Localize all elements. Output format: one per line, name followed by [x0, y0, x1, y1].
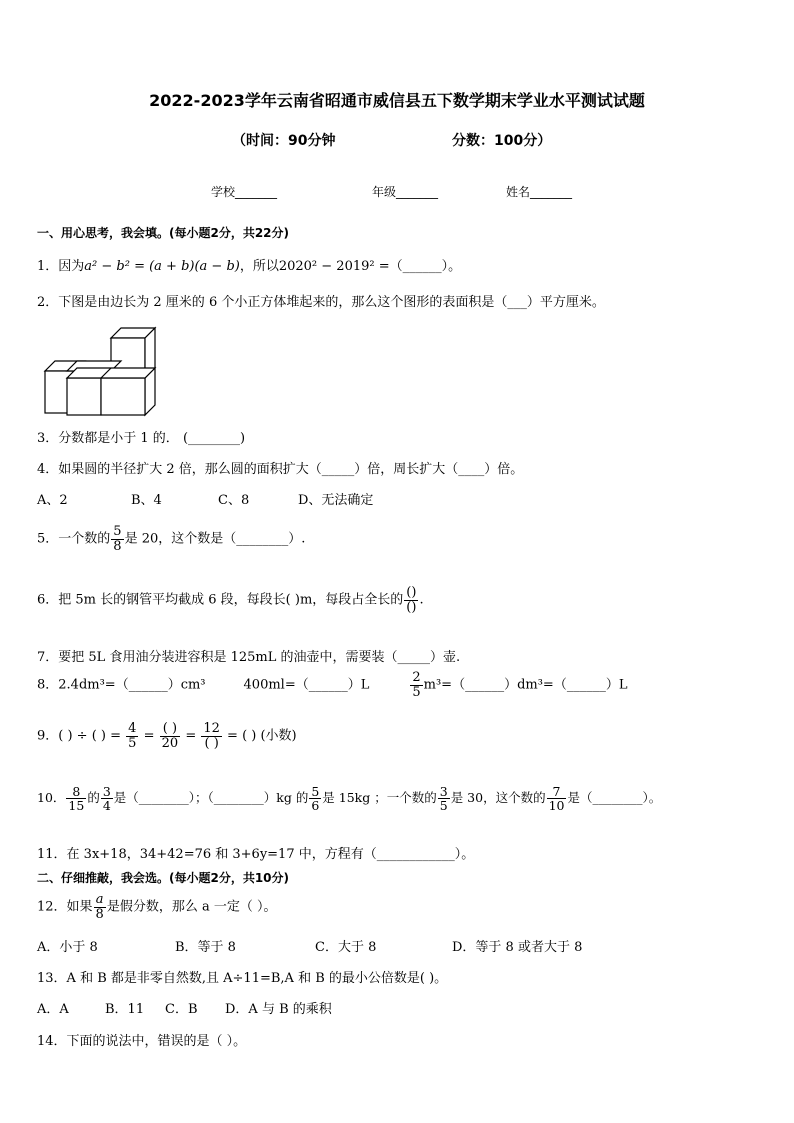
school-field[interactable]: 学校_______ — [211, 185, 278, 199]
page-title: 2022-2023学年云南省昭通市威信县五下数学期末学业水平测试试题 — [149, 91, 645, 110]
q13-option-b[interactable]: B．11 — [105, 1002, 145, 1017]
q10-fraction-a — [66, 785, 86, 812]
question-14: 14．下面的说法中，错误的是（ ）。 — [37, 1034, 247, 1049]
q12-fraction — [94, 893, 106, 921]
q13-option-a[interactable]: A．A — [37, 1002, 69, 1017]
question-13: 13．A 和 B 都是非零自然数,且 A÷11=B,A 和 B 的最小公倍数是( )。 — [37, 971, 448, 986]
q9-fraction-3 — [201, 722, 222, 750]
q10-d-den: 5 — [439, 798, 448, 814]
q10-e-num: 7 — [547, 785, 567, 799]
q10-text-3: 是 15kg ；一个数的 — [322, 790, 437, 806]
question-2: 2．下图是由边长为 2 厘米的 6 个小正方体堆起来的，那么这个图形的表面积是（___）平方厘米。 — [37, 295, 605, 310]
question-8 — [37, 671, 627, 699]
q10-fraction-c — [309, 785, 321, 812]
q10-prefix: 10． — [37, 790, 66, 806]
q10-b-num: 3 — [102, 784, 111, 799]
question-10 — [37, 785, 661, 812]
q5-suffix: 是 20，这个数是（________）. — [124, 531, 306, 547]
question-4: 4．如果圆的半径扩大 2 倍，那么圆的面积扩大（_____）倍，周长扩大（____）倍。 — [37, 462, 524, 477]
cube-front-right — [101, 378, 145, 415]
q9-equals-1: = — [143, 728, 155, 744]
q8-part2: 400ml=（______）L — [243, 677, 370, 693]
q1-middle: ，所以2020² − 2019² =（______）。 — [239, 259, 462, 274]
q10-b-den: 4 — [102, 798, 111, 814]
q10-fraction-d — [438, 785, 450, 812]
q12-suffix: 是假分数，那么 a 一定（ ）。 — [106, 899, 277, 915]
q5-num: 5 — [113, 524, 122, 539]
q10-fraction-e — [547, 785, 567, 812]
q9-fraction-2 — [160, 722, 181, 750]
q12-option-c[interactable]: C．大于 8 — [315, 940, 377, 955]
q1-prefix: 1．因为 — [37, 259, 85, 274]
question-12 — [37, 893, 276, 921]
question-6 — [37, 586, 424, 614]
question-9 — [37, 722, 297, 750]
q8-den: 5 — [412, 684, 421, 700]
question-3: 3．分数都是小于 1 的． (________) — [37, 431, 246, 446]
q8-part3: m³=（______）dm³=（______）L — [423, 677, 628, 693]
q10-a-den: 15 — [68, 798, 85, 814]
section-1-heading: 一、用心思考，我会填。(每小题2分，共22分) — [37, 226, 290, 240]
q5-prefix: 5．一个数的 — [37, 531, 111, 547]
q4-option-d[interactable]: D、无法确定 — [298, 493, 374, 508]
q9-f3-den: ( ) — [204, 735, 219, 751]
question-7: 7．要把 5L 食用油分装进容积是 125mL 的油壶中，需要装（_____）壶. — [37, 650, 461, 665]
q9-f3-num: 12 — [203, 721, 220, 736]
q8-part1: 8．2.4dm³=（______）cm³ — [37, 677, 206, 693]
cube-stack-figure — [41, 323, 161, 418]
q10-c-den: 6 — [311, 798, 320, 814]
q13-option-d[interactable]: D．A 与 B 的乘积 — [225, 1002, 332, 1017]
q10-e-den: 10 — [548, 798, 565, 814]
q12-den: 8 — [95, 906, 104, 922]
q10-d-num: 3 — [439, 784, 448, 799]
q9-f1-den: 5 — [128, 735, 137, 751]
q12-option-d[interactable]: D．等于 8 或者大于 8 — [452, 940, 583, 955]
q10-c-num: 5 — [311, 784, 320, 799]
q1-formula: a² − b² = (a + b)(a − b) — [84, 259, 240, 274]
exam-score: 分数：100分） — [452, 133, 552, 149]
q12-prefix: 12．如果 — [37, 899, 93, 915]
q10-text-1: 的 — [87, 790, 100, 806]
q10-fraction-b — [101, 785, 113, 812]
q6-prefix: 6．把 5m 长的钢管平均截成 6 段，每段长( )m，每段占全长的 — [37, 592, 404, 608]
q9-fraction-1 — [126, 722, 138, 750]
q10-a-num: 8 — [66, 785, 86, 799]
question-1 — [37, 255, 461, 274]
q12-num: a — [94, 893, 106, 908]
q4-option-a[interactable]: A、2 — [37, 493, 68, 508]
q10-text-5: 是（________）。 — [567, 790, 662, 806]
section-2-heading: 二、仔细推敲，我会选。(每小题2分，共10分) — [37, 871, 290, 885]
q5-fraction — [111, 525, 123, 553]
q10-text-4: 是 30，这个数的 — [450, 790, 546, 806]
q8-fraction — [410, 671, 422, 699]
q6-num: () — [406, 585, 417, 600]
name-field[interactable]: 姓名_______ — [506, 185, 573, 199]
cube-front-row-top — [67, 368, 155, 378]
question-5 — [37, 525, 305, 553]
q9-equals-2: = — [185, 728, 197, 744]
q9-prefix: 9．( ) ÷ ( ) = — [37, 728, 122, 744]
question-11: 11．在 3x+18，34+42=76 和 3+6y=17 中，方程有（____________）。 — [37, 847, 475, 862]
q12-option-a[interactable]: A．小于 8 — [37, 940, 98, 955]
q9-f2-den: 20 — [161, 735, 179, 751]
grade-field[interactable]: 年级_______ — [372, 185, 439, 199]
q13-option-c[interactable]: C．B — [165, 1002, 198, 1017]
q4-option-c[interactable]: C、8 — [218, 493, 250, 508]
exam-time: （时间：90分钟 — [232, 133, 336, 149]
q9-suffix: = ( ) (小数) — [227, 728, 297, 744]
q6-fraction — [404, 586, 418, 614]
q8-num: 2 — [412, 670, 421, 685]
q4-option-b[interactable]: B、4 — [131, 493, 162, 508]
cube-front-middle — [67, 378, 101, 415]
q12-option-b[interactable]: B．等于 8 — [175, 940, 236, 955]
q5-den: 8 — [113, 538, 122, 554]
q9-f1-num: 4 — [128, 721, 137, 736]
q9-f2-num: ( ) — [160, 722, 181, 737]
q6-suffix: . — [419, 592, 424, 608]
q10-text-2: 是（________）；（________）kg 的 — [113, 790, 309, 806]
q6-den: () — [406, 599, 417, 615]
